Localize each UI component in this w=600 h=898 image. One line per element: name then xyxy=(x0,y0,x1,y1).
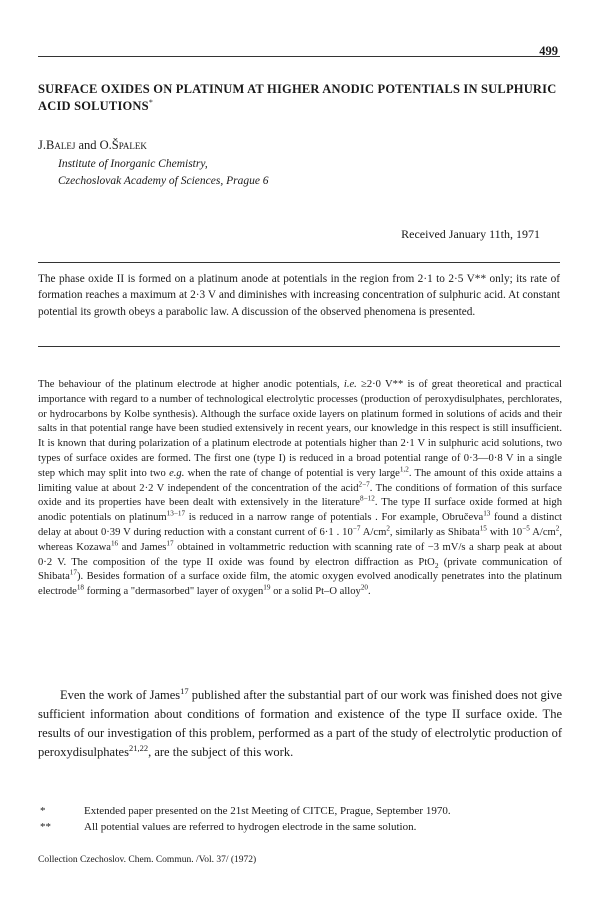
body-text: . The amount of this oxide attains a limiting value at about 2·2 V independent of the concentration of the acid xyxy=(38,467,563,494)
body-text-italic: e.g. xyxy=(169,467,185,479)
journal-citation: Collection Czechoslov. Chem. Commun. /Vol. 37/ (1972) xyxy=(38,855,257,865)
reference-mark: 8−12 xyxy=(359,494,375,503)
reference-mark: 15 xyxy=(479,524,487,533)
body-text: found a distinct delay at about 0·39 V during reduction with a constant current of 6·1 . 10 xyxy=(38,512,562,538)
article-title xyxy=(38,81,563,115)
body-paragraph-1 xyxy=(38,378,562,600)
footnote-text: Extended paper presented on the 21st Meeting of CITCE, Prague, September 1970. xyxy=(84,805,451,817)
authors xyxy=(38,138,147,153)
received-date: Received January 11th, 1971 xyxy=(401,227,540,241)
body-text: , whereas Kozawa xyxy=(38,526,563,553)
abstract-rule-bottom xyxy=(38,346,560,347)
body-text: is reduced in a narrow range of potentials . For example, Obručeva xyxy=(185,512,484,524)
author-conjunction: and xyxy=(78,138,97,152)
footnotes xyxy=(38,803,562,835)
body-text: The behaviour of the platinum electrode at higher anodic potentials, xyxy=(38,379,340,390)
body-text: . The conditions of formation of this surface oxide and its properties have been dealt with extensively in the literature xyxy=(38,482,562,509)
author-balej: J.Balej xyxy=(38,138,76,152)
reference-mark: 17 xyxy=(166,539,174,548)
title-footnote-mark: * xyxy=(148,97,154,107)
body-text: forming a "dermasorbed" layer of oxygen xyxy=(84,586,264,598)
footnote-mark: ** xyxy=(40,821,51,833)
affiliation-academy: Czechoslovak Academy of Sciences, Prague 6 xyxy=(58,175,269,187)
reference-mark: 13−17 xyxy=(166,509,186,518)
footnote-2 xyxy=(38,819,562,835)
body-text: and James xyxy=(118,541,167,553)
abstract: The phase oxide II is formed on a platinum anode at potentials in the region from 2·1 to 2·5 V** only; its rate of formation reaches a maximum at 2·3 V and diminishes with increasing concentration of sulphuric acid. At constant potential its growth obeys a parabolic law. A discussion of the observed phenomena is presented. xyxy=(38,273,560,318)
exponent: 2 xyxy=(555,524,560,533)
footnote-1 xyxy=(38,803,562,819)
body-text: . xyxy=(368,586,371,598)
reference-mark: 18 xyxy=(76,583,85,592)
body-text: or a solid Pt–O alloy xyxy=(270,586,361,598)
exponent: −5 xyxy=(522,524,530,533)
footnote-text: All potential values are referred to hydrogen electrode in the same solution. xyxy=(84,821,417,833)
reference-mark: 17 xyxy=(69,568,77,577)
body-text: ). Besides formation of a surface oxide film, the atomic oxygen evolved anodically penetrates into the platinum electrode xyxy=(38,571,562,598)
subscript: 2 xyxy=(434,560,439,570)
reference-mark: 19 xyxy=(263,583,271,592)
abstract-rule-top xyxy=(38,262,560,263)
body-text: , similarly as Shibata xyxy=(389,526,480,538)
reference-mark: 20 xyxy=(360,583,369,592)
body-text: with 10 xyxy=(486,526,523,538)
body-text: (private communication of Shibata xyxy=(38,556,562,583)
body-text-italic: i.e. xyxy=(343,379,357,390)
body-text: . The type II surface oxide formed at high anodic potentials on platinum xyxy=(38,497,562,524)
body-text: A/cm xyxy=(360,526,387,538)
reference-mark: 16 xyxy=(110,539,119,548)
exponent: 2 xyxy=(386,524,390,533)
reference-mark: 1,2 xyxy=(399,465,409,474)
body-text: , are the subject of this work. xyxy=(148,745,294,759)
exponent: −7 xyxy=(352,524,361,533)
header-rule xyxy=(38,56,560,57)
body-text: when the rate of change of potential is very large xyxy=(187,467,400,479)
reference-mark: 21,22 xyxy=(128,742,149,753)
page-number: 499 xyxy=(539,44,558,58)
body-text: published after the substantial part of our work was finished does not give sufficient information about conditions of formation and existence of the type II surface oxide. The results of our investigation of this problem, performed as a part of the study of electrolytic production of peroxydisulphates xyxy=(38,688,562,759)
reference-mark: 2−7 xyxy=(358,480,370,489)
author-spalek: O.Špalek xyxy=(99,138,147,152)
body-text: obtained in voltammetric reduction with scanning rate of −3 mV/s a sharp peak at about 0·2 V. The composition of the type II oxide was found by electron diffraction as PtO xyxy=(38,541,562,568)
affiliation xyxy=(58,156,269,190)
affiliation-institute: Institute of Inorganic Chemistry, xyxy=(58,158,208,170)
body-text: A/cm xyxy=(529,526,556,538)
footnote-mark: * xyxy=(40,805,46,817)
body-paragraph-2 xyxy=(38,686,562,762)
body-text: Even the work of James xyxy=(60,688,181,702)
reference-mark: 13 xyxy=(483,509,491,518)
title-text: SURFACE OXIDES ON PLATINUM AT HIGHER ANODIC POTENTIALS IN SULPHURIC ACID SOLUTIONS xyxy=(38,82,557,113)
reference-mark: 17 xyxy=(180,685,189,696)
body-text: ≥2·0 V** is of great theoretical and practical importance with regard to a number of technological electrolytic processes (production of peroxydisulphates, perchlorates, or hydrocarbons by Kolbe synthesis). Although the surface oxide layers on platinum formed in solutions of acids and their salts in that potential range have been studied extensively in recent years, our knowledge in this respect is still insufficient. It is known that during polarization of a platinum electrode at potentials higher than 2·1 V in sulphuric acid solutions, two types of surface oxides are formed. The first one (type I) is reduced in a broad potential range of 0·3—0·8 V in a single step which may split into two xyxy=(38,379,562,479)
